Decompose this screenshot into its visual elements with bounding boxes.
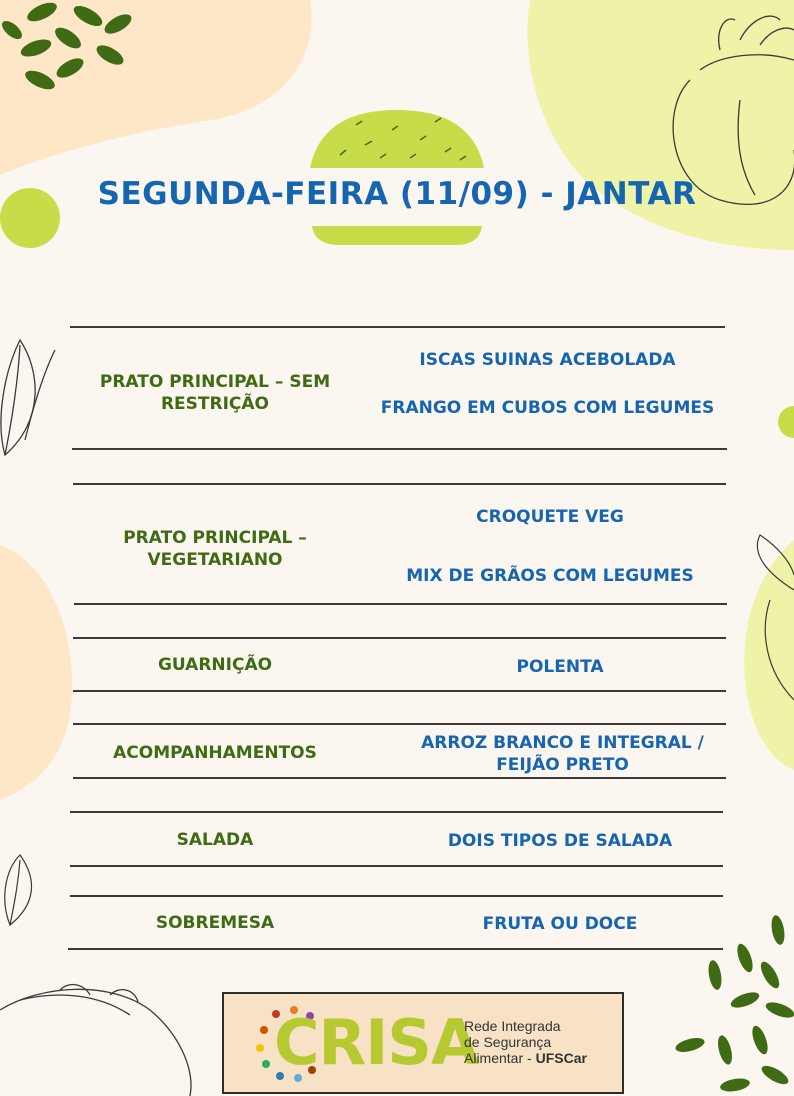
- menu-row-dish: POLENTA: [516, 657, 604, 677]
- row-divider: [74, 603, 727, 605]
- page-title: SEGUNDA-FEIRA (11/09) - JANTAR: [97, 176, 697, 212]
- org-line: [464, 1050, 587, 1066]
- menu-row-label: ACOMPANHAMENTOS: [113, 743, 317, 763]
- org-line-text: Alimentar -: [464, 1050, 536, 1066]
- menu-row-dish: DOIS TIPOS DE SALADA: [447, 831, 673, 851]
- menu-row-dish: ISCAS SUINAS ACEBOLADA: [419, 350, 676, 370]
- menu-row-label: PRATO PRINCIPAL – VEGETARIANO: [123, 528, 307, 570]
- org-line: Rede Integrada: [464, 1018, 561, 1034]
- row-divider: [68, 948, 723, 950]
- organization-name: [464, 1018, 587, 1066]
- menu-row-dish: FRANGO EM CUBOS COM LEGUMES: [380, 398, 715, 418]
- menu-row-label: SOBREMESA: [155, 913, 275, 933]
- row-divider: [70, 895, 723, 897]
- row-divider: [73, 723, 726, 725]
- menu-row-label: PRATO PRINCIPAL – SEM RESTRIÇÃO: [99, 372, 331, 414]
- row-divider: [70, 326, 725, 328]
- org-line: de Segurança: [464, 1034, 552, 1050]
- row-divider: [73, 777, 726, 779]
- menu-row-dish: ARROZ BRANCO E INTEGRAL / FEIJÃO PRETO: [421, 733, 704, 775]
- menu-row-dish: MIX DE GRÃOS COM LEGUMES: [406, 566, 694, 586]
- row-divider: [73, 637, 726, 639]
- org-university: UFSCar: [535, 1050, 587, 1066]
- menu-row-dish: CROQUETE VEG: [476, 507, 624, 527]
- row-divider: [70, 865, 723, 867]
- crisa-wordmark: CRISA: [274, 1006, 478, 1079]
- crisa-logo-box: [222, 992, 624, 1094]
- menu-row-label: SALADA: [176, 830, 254, 850]
- menu-row-dish: FRUTA OU DOCE: [482, 914, 638, 934]
- row-divider: [73, 690, 726, 692]
- row-divider: [73, 483, 726, 485]
- row-divider: [72, 448, 727, 450]
- menu-row-label: GUARNIÇÃO: [157, 655, 273, 675]
- row-divider: [70, 811, 723, 813]
